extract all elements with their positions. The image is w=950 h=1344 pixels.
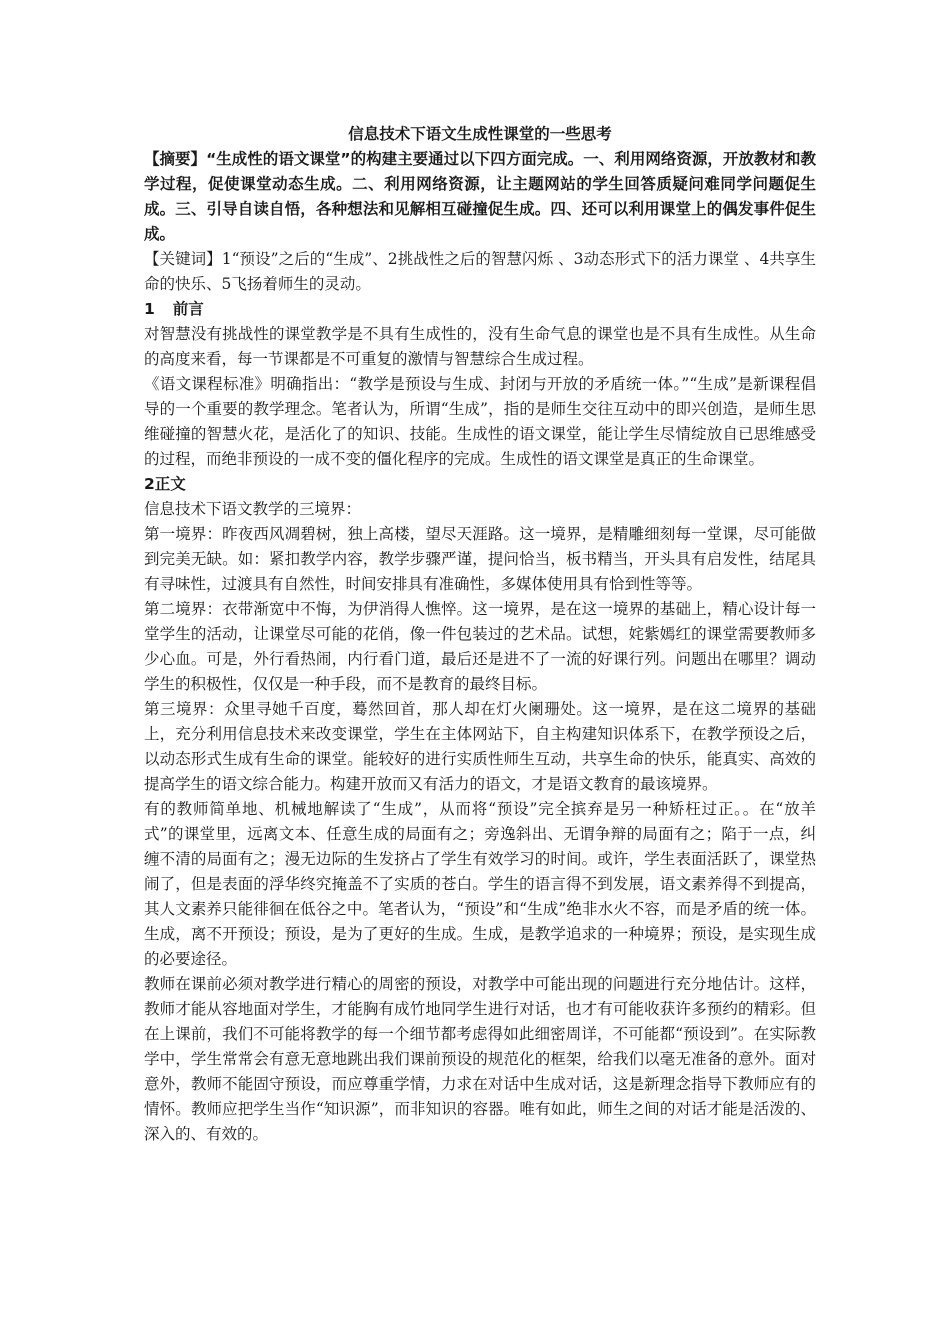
section-number: 1 [144,300,155,318]
keywords-label: 【关键词】 [144,250,222,268]
abstract-label: 【摘要】 [144,150,207,168]
keywords [144,247,816,297]
section-heading-1 [144,297,816,322]
abstract-text: “生成性的语文课堂”的构建主要通过以下四方面完成。一、利用网络资源，开放教材和教学过程，促使课堂动态生成。二、利用网络资源，让主题网站的学生回答质疑问难同学问题促生成。三、引导自读自悟，各种想法和见解相互碰撞促生成。四、还可以利用课堂上的偶发事件促生成。 [144,150,816,243]
document-title: 信息技术下语文生成性课堂的一些思考 [348,125,612,143]
paragraph: 对智慧没有挑战性的课堂教学是不具有生成性的，没有生命气息的课堂也是不具有生成性。从生命的高度来看，每一节课都是不可重复的激情与智慧综合生成过程。 [144,325,816,368]
paragraph: 教师在课前必须对教学进行精心的周密的预设，对教学中可能出现的问题进行充分地估计。这样，教师才能从容地面对学生，才能胸有成竹地同学生进行对话，也才有可能收获许多预约的精彩。但在上课前，我们不可能将教学的每一个细节都考虑得如此细密周详，不可能都“预设到”。在实际教学中，学生常常会有意无意地跳出我们课前预设的规范化的框架，给我们以毫无准备的意外。面对意外，教师不能固守预设，而应尊重学情，力求在对话中生成对话，这是新理念指导下教师应有的情怀。教师应把学生当作“知识源”，而非知识的容器。唯有如此，师生之间的对话才能是活泼的、深入的、有效的。 [144,975,816,1143]
paragraph: 《语文课程标准》明确指出：“教学是预设与生成、封闭与开放的矛盾统一体。”“生成”是新课程倡导的一个重要的教学理念。笔者认为，所谓“生成”，指的是师生交往互动中的即兴创造，是师生思维碰撞的智慧火花，是活化了的知识、技能。生成性的语文课堂，能让学生尽情绽放自已思维感受的过程，而绝非预设的一成不变的僵化程序的完成。生成性的语文课堂是真正的生命课堂。 [144,375,816,468]
abstract [144,147,816,247]
paragraph: 有的教师简单地、机械地解读了“生成”，从而将“预设”完全摈弃是另一种矫枉过正。。在“放羊式”的课堂里，远离文本、任意生成的局面有之；旁逸斜出、无谓争辩的局面有之；陷于一点，纠缠不清的局面有之；漫无边际的生发挤占了学生有效学习的时间。或许，学生表面活跃了，课堂热闹了，但是表面的浮华终究掩盖不了实质的苍白。学生的语言得不到发展，语文素养得不到提高，其人文素养只能徘徊在低谷之中。笔者认为，“预设”和“生成”绝非水火不容，而是矛盾的统一体。生成，离不开预设；预设，是为了更好的生成。生成，是教学追求的一种境界；预设，是实现生成的必要途径。 [144,800,816,968]
paragraph: 信息技术下语文教学的三境界： [144,500,362,518]
document-page [144,122,816,1147]
paragraph: 第三境界：众里寻她千百度，蓦然回首，那人却在灯火阑珊处。这一境界，是在这二境界的基础上，充分利用信息技术来改变课堂，学生在主体网站下，自主构建知识体系下，在教学预设之后，以动态形式生成有生命的课堂。能较好的进行实质性师生互动，共享生命的快乐，能真实、高效的提高学生的语文综合能力。构建开放而又有活力的语文，才是语文教育的最该境界。 [144,700,816,793]
keywords-text: 1“预设”之后的“生成”、2挑战性之后的智慧闪烁 、3动态形式下的活力课堂 、4共享生命的快乐、5飞扬着师生的灵动。 [144,250,816,293]
paragraph: 第二境界：衣带渐宽中不悔，为伊消得人憔悴。这一境界，是在这一境界的基础上，精心设计每一堂学生的活动，让课堂尽可能的花俏，像一件包装过的艺术品。试想，姹紫嫣红的课堂需要教师多少心血。可是，外行看热闹，内行看门道，最后还是进不了一流的好课行列。问题出在哪里？调动学生的积极性，仅仅是一种手段，而不是教育的最终目标。 [144,600,816,693]
section-title: 前言 [172,300,204,318]
section-heading-2: 2正文 [144,475,186,493]
paragraph: 第一境界：昨夜西风凋碧树，独上高楼，望尽天涯路。这一境界，是精雕细刻每一堂课，尽可能做到完美无缺。如：紧扣教学内容，教学步骤严谨，提问恰当，板书精当，开头具有启发性，结尾具有寻味性，过渡具有自然性，时间安排具有准确性，多媒体使用具有恰到性等等。 [144,525,816,593]
